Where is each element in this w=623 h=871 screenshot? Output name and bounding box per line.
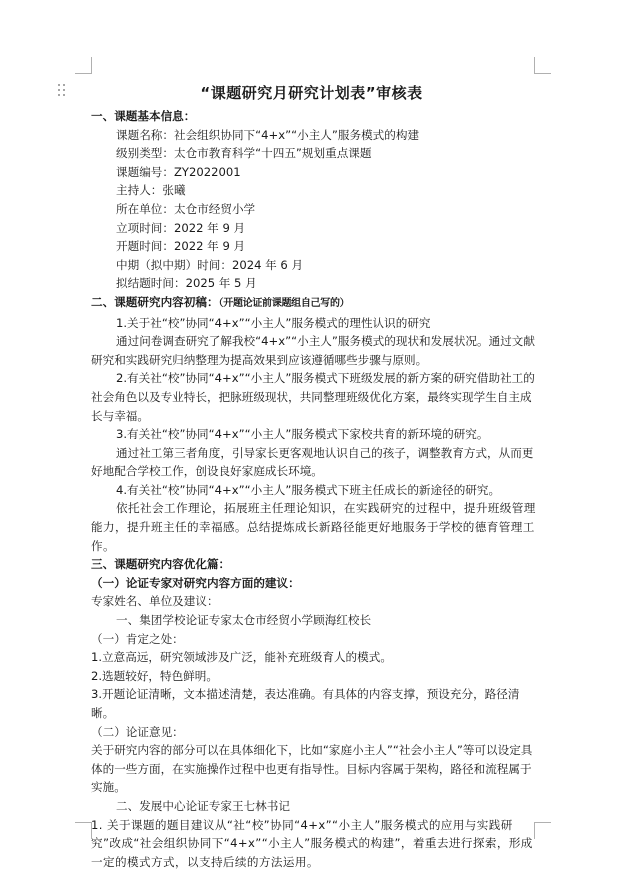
paragraph: 2.有关社“校”协同“4+x”“小主人”服务模式下班级发展的新方案的研究借助社工的社会角色以及专业特长，把脉班级现状，共同整理班级优化方案，最终实现学生自主成长与幸福。 [91, 371, 535, 423]
paragraph: 1.关于社“校”协同“4+x”“小主人”服务模式的理性认识的研究 [116, 315, 431, 330]
list-item: 1.立意高远，研究领域涉及广泛，能补充班级育人的模式。 [91, 650, 392, 665]
paragraph: 3.有关社“校”协同“4+x”“小主人”服务模式下家校共育的新环境的研究。 [116, 427, 489, 442]
paragraph: 通过问卷调查研究了解我校“4+x”“小主人”服务模式的现状和发展状况。通过文献研究和实践研究归纳整理为提高效果到应该遵循哪些步骤与原则。 [91, 334, 535, 367]
section3-subheading: （一）论证专家对研究内容方面的建议： [91, 575, 300, 590]
field-conclusion-time: 拟结题时间：2025 年 5 月 [116, 276, 257, 291]
list-item: 3.开题论证清晰，文本描述清楚，表达准确。有具体的内容支撑，预设充分，路径清晰。 [91, 687, 520, 720]
field-approval-time: 立项时间：2022 年 9 月 [116, 220, 246, 235]
expert-line: 专家姓名、单位及建议： [91, 594, 219, 609]
paragraph: 依托社会工作理论，拓展班主任理论知识，在实践研究的过程中，提升班级管理能力，提升班主任的幸福感。总结提炼成长新路径能更好地服务于学校的德育管理工作。 [91, 501, 536, 553]
expert2-text: 1. 关于课题的题目建议从“社“校”协同“4+x”“小主人”服务模式的应用与实践研究”改成“社会组织协同下“4+x”“小主人”服务模式的构建”，着重去进行探索，形成一定的模式方式，以支持后续的方法运用。 [91, 817, 533, 869]
document-body [91, 107, 541, 871]
field-topic-name: 课题名称：社会组织协同下“4+x”“小主人”服务模式的构建 [116, 127, 420, 142]
field-topic-number: 课题编号：ZY2022001 [116, 164, 241, 179]
paragraph: 通过社工第三者角度，引导家长更客观地认识自己的孩子，调整教育方式，从而更好地配合学校工作，创设良好家庭成长环境。 [91, 445, 534, 479]
field-level-type: 级别类型：太仓市教育科学“十四五”规划重点课题 [116, 146, 372, 161]
expert2-heading: 二、发展中心论证专家王七林书记 [116, 798, 290, 813]
list-item: 2.选题较好，特色鲜明。 [91, 668, 218, 683]
document-title: “课题研究月研究计划表”审核表 [200, 84, 423, 102]
section2-heading-line [91, 293, 541, 314]
opinion-text: 关于研究内容的部分可以在具体细化下，比如“家庭小主人”“社会小主人”等可以设定具体的一些方面，在实施操作过程中也更有指导性。目标内容属于架构，路径和流程属于实施。 [91, 743, 533, 795]
field-unit: 所在单位：太仓市经贸小学 [116, 201, 256, 216]
field-opening-time: 开题时间：2022 年 9 月 [116, 239, 246, 254]
section1-heading: 一、课题基本信息： [91, 109, 196, 123]
section3-heading: 三、课题研究内容优化篇： [91, 557, 231, 572]
opinion-label: （二）论证意见： [91, 724, 184, 739]
field-host: 主持人：张曦 [116, 183, 186, 198]
section2-note: （开题论证前课题组自己写的） [218, 297, 350, 309]
margin-corner-top-right [534, 57, 551, 74]
margin-corner-bottom-left [75, 822, 92, 839]
section2-heading: 二、课题研究内容初稿： [91, 294, 219, 309]
field-midterm-time: 中期（拟中期）时间：2024 年 6 月 [116, 257, 304, 272]
margin-corner-top-left [75, 57, 92, 74]
affirm-label: （一）肯定之处： [91, 631, 184, 646]
expert1-heading: 一、集团学校论证专家太仓市经贸小学顾海红校长 [116, 613, 372, 628]
paragraph: 4.有关社“校”协同“4+x”“小主人”服务模式下班主任成长的新途径的研究。 [116, 482, 501, 497]
